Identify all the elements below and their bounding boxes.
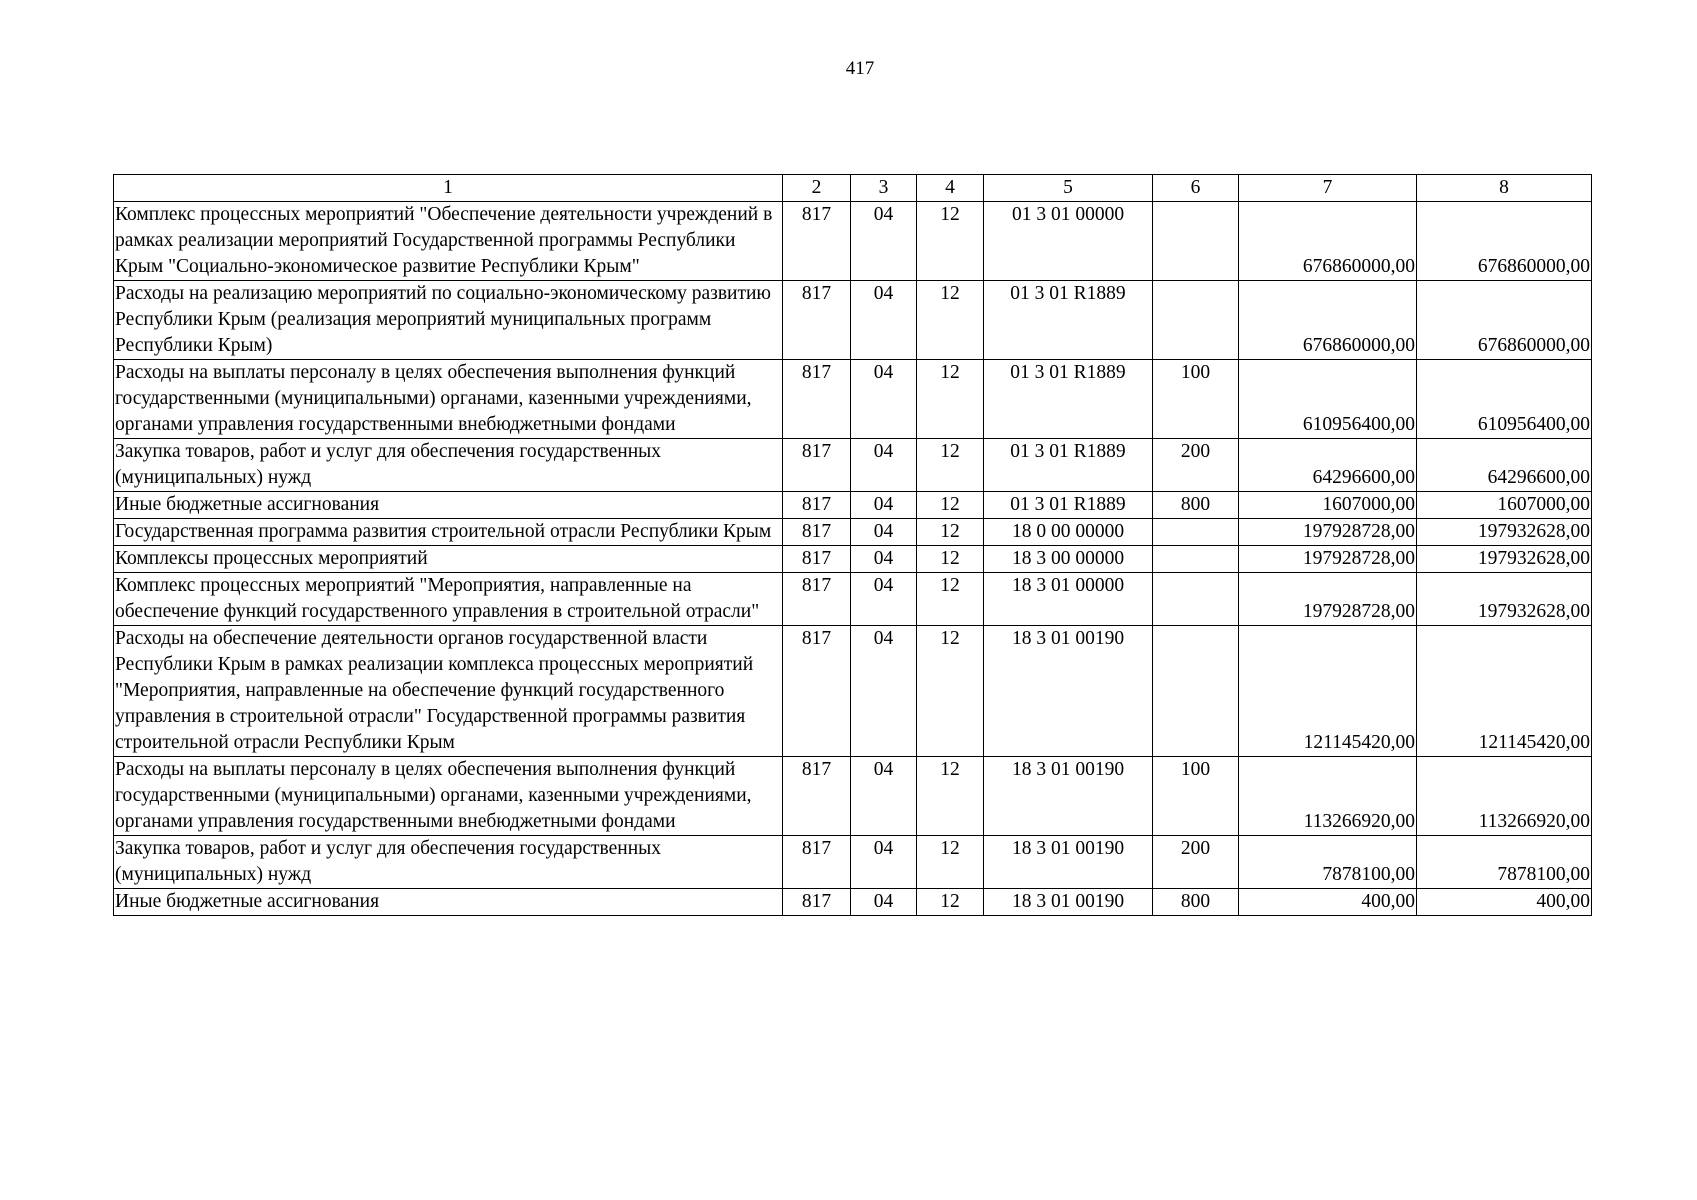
row-code-cell: 817 <box>783 546 851 573</box>
column-header: 3 <box>851 175 917 202</box>
row-amount-cell: 676860000,00 <box>1239 202 1417 281</box>
row-code-cell <box>1153 519 1239 546</box>
row-code-cell: 18 3 01 00190 <box>984 836 1153 889</box>
row-code-cell: 100 <box>1153 757 1239 836</box>
row-code-cell: 817 <box>783 626 851 757</box>
row-code-cell <box>1153 202 1239 281</box>
table-row <box>114 519 1592 546</box>
row-amount-cell: 400,00 <box>1417 889 1592 916</box>
row-code-cell: 12 <box>917 757 984 836</box>
row-code-cell: 01 3 01 R1889 <box>984 439 1153 492</box>
row-code-cell: 800 <box>1153 492 1239 519</box>
row-amount-cell: 610956400,00 <box>1417 360 1592 439</box>
table-row <box>114 836 1592 889</box>
row-code-cell: 04 <box>851 202 917 281</box>
row-code-cell: 817 <box>783 519 851 546</box>
row-code-cell: 817 <box>783 202 851 281</box>
row-code-cell: 01 3 01 R1889 <box>984 281 1153 360</box>
row-code-cell <box>1153 546 1239 573</box>
row-code-cell <box>1153 573 1239 626</box>
row-amount-cell: 197928728,00 <box>1239 546 1417 573</box>
row-code-cell: 18 3 00 00000 <box>984 546 1153 573</box>
row-code-cell: 12 <box>917 626 984 757</box>
column-header: 7 <box>1239 175 1417 202</box>
row-code-cell: 01 3 01 R1889 <box>984 360 1153 439</box>
row-code-cell: 817 <box>783 573 851 626</box>
row-code-cell: 817 <box>783 889 851 916</box>
row-code-cell: 18 3 01 00190 <box>984 889 1153 916</box>
row-code-cell <box>1153 281 1239 360</box>
table-row <box>114 439 1592 492</box>
row-name-cell: Комплекс процессных мероприятий "Мероприятия, направленные на обеспечение функций государственного управления в строительной отрасли" <box>114 573 783 626</box>
row-code-cell <box>1153 626 1239 757</box>
row-name-cell: Расходы на выплаты персоналу в целях обеспечения выполнения функций государственными (муниципальными) органами, казенными учреждениями, органами управления государственными внебюджетными фондами <box>114 757 783 836</box>
row-amount-cell: 113266920,00 <box>1417 757 1592 836</box>
row-code-cell: 800 <box>1153 889 1239 916</box>
table-row <box>114 492 1592 519</box>
row-code-cell: 04 <box>851 626 917 757</box>
row-amount-cell: 1607000,00 <box>1417 492 1592 519</box>
row-name-cell: Расходы на выплаты персоналу в целях обеспечения выполнения функций государственными (муниципальными) органами, казенными учреждениями, органами управления государственными внебюджетными фондами <box>114 360 783 439</box>
row-name-cell: Комплексы процессных мероприятий <box>114 546 783 573</box>
table-row <box>114 626 1592 757</box>
row-code-cell: 817 <box>783 439 851 492</box>
row-code-cell: 817 <box>783 757 851 836</box>
row-code-cell: 01 3 01 00000 <box>984 202 1153 281</box>
row-amount-cell: 64296600,00 <box>1417 439 1592 492</box>
row-code-cell: 04 <box>851 360 917 439</box>
table-header-row <box>114 175 1592 202</box>
row-code-cell: 100 <box>1153 360 1239 439</box>
page-number: 417 <box>845 58 875 79</box>
row-amount-cell: 113266920,00 <box>1239 757 1417 836</box>
row-code-cell: 18 3 01 00190 <box>984 757 1153 836</box>
table-row <box>114 889 1592 916</box>
column-header: 2 <box>783 175 851 202</box>
row-name-cell: Иные бюджетные ассигнования <box>114 889 783 916</box>
row-amount-cell: 7878100,00 <box>1239 836 1417 889</box>
row-code-cell: 04 <box>851 439 917 492</box>
row-amount-cell: 400,00 <box>1239 889 1417 916</box>
row-code-cell: 04 <box>851 492 917 519</box>
row-code-cell: 200 <box>1153 836 1239 889</box>
table-row <box>114 573 1592 626</box>
row-code-cell: 12 <box>917 546 984 573</box>
row-amount-cell: 610956400,00 <box>1239 360 1417 439</box>
row-name-cell: Расходы на реализацию мероприятий по социально-экономическому развитию Республики Крым (реализация мероприятий муниципальных программ Республики Крым) <box>114 281 783 360</box>
row-code-cell: 12 <box>917 281 984 360</box>
row-amount-cell: 197932628,00 <box>1417 573 1592 626</box>
row-amount-cell: 7878100,00 <box>1417 836 1592 889</box>
column-header: 1 <box>114 175 783 202</box>
row-name-cell: Закупка товаров, работ и услуг для обеспечения государственных (муниципальных) нужд <box>114 439 783 492</box>
row-amount-cell: 197932628,00 <box>1417 546 1592 573</box>
row-code-cell: 04 <box>851 546 917 573</box>
column-header: 5 <box>984 175 1153 202</box>
budget-table <box>113 174 1592 916</box>
row-name-cell: Закупка товаров, работ и услуг для обеспечения государственных (муниципальных) нужд <box>114 836 783 889</box>
row-code-cell: 12 <box>917 360 984 439</box>
row-amount-cell: 121145420,00 <box>1417 626 1592 757</box>
row-name-cell: Комплекс процессных мероприятий "Обеспечение деятельности учреждений в рамках реализации мероприятий Государственной программы Республики Крым "Социально-экономическое развитие Республики Крым" <box>114 202 783 281</box>
row-code-cell: 12 <box>917 573 984 626</box>
row-code-cell: 04 <box>851 836 917 889</box>
row-code-cell: 817 <box>783 360 851 439</box>
row-name-cell: Расходы на обеспечение деятельности органов государственной власти Республики Крым в рамках реализации комплекса процессных мероприятий "Мероприятия, направленные на обеспечение функций государственного управления в строительной отрасли" Государственной программы развития строительной отрасли Республики Крым <box>114 626 783 757</box>
row-amount-cell: 121145420,00 <box>1239 626 1417 757</box>
column-header: 8 <box>1417 175 1592 202</box>
row-code-cell: 04 <box>851 573 917 626</box>
table-row <box>114 546 1592 573</box>
row-amount-cell: 197928728,00 <box>1239 573 1417 626</box>
row-amount-cell: 676860000,00 <box>1417 202 1592 281</box>
row-code-cell: 12 <box>917 202 984 281</box>
table-row <box>114 281 1592 360</box>
row-name-cell: Государственная программа развития строительной отрасли Республики Крым <box>114 519 783 546</box>
row-code-cell: 12 <box>917 439 984 492</box>
table-row <box>114 360 1592 439</box>
row-amount-cell: 676860000,00 <box>1417 281 1592 360</box>
row-amount-cell: 64296600,00 <box>1239 439 1417 492</box>
row-code-cell: 04 <box>851 757 917 836</box>
table-row <box>114 757 1592 836</box>
row-code-cell: 01 3 01 R1889 <box>984 492 1153 519</box>
column-header: 4 <box>917 175 984 202</box>
row-code-cell: 12 <box>917 519 984 546</box>
row-amount-cell: 197928728,00 <box>1239 519 1417 546</box>
row-code-cell: 817 <box>783 836 851 889</box>
row-code-cell: 18 0 00 00000 <box>984 519 1153 546</box>
column-header: 6 <box>1153 175 1239 202</box>
row-code-cell: 817 <box>783 492 851 519</box>
row-code-cell: 12 <box>917 889 984 916</box>
row-code-cell: 18 3 01 00000 <box>984 573 1153 626</box>
row-amount-cell: 197932628,00 <box>1417 519 1592 546</box>
row-code-cell: 18 3 01 00190 <box>984 626 1153 757</box>
row-amount-cell: 1607000,00 <box>1239 492 1417 519</box>
row-code-cell: 200 <box>1153 439 1239 492</box>
row-code-cell: 817 <box>783 281 851 360</box>
row-code-cell: 04 <box>851 281 917 360</box>
row-code-cell: 12 <box>917 836 984 889</box>
table-row <box>114 202 1592 281</box>
row-code-cell: 04 <box>851 889 917 916</box>
row-code-cell: 04 <box>851 519 917 546</box>
row-code-cell: 12 <box>917 492 984 519</box>
row-amount-cell: 676860000,00 <box>1239 281 1417 360</box>
row-name-cell: Иные бюджетные ассигнования <box>114 492 783 519</box>
